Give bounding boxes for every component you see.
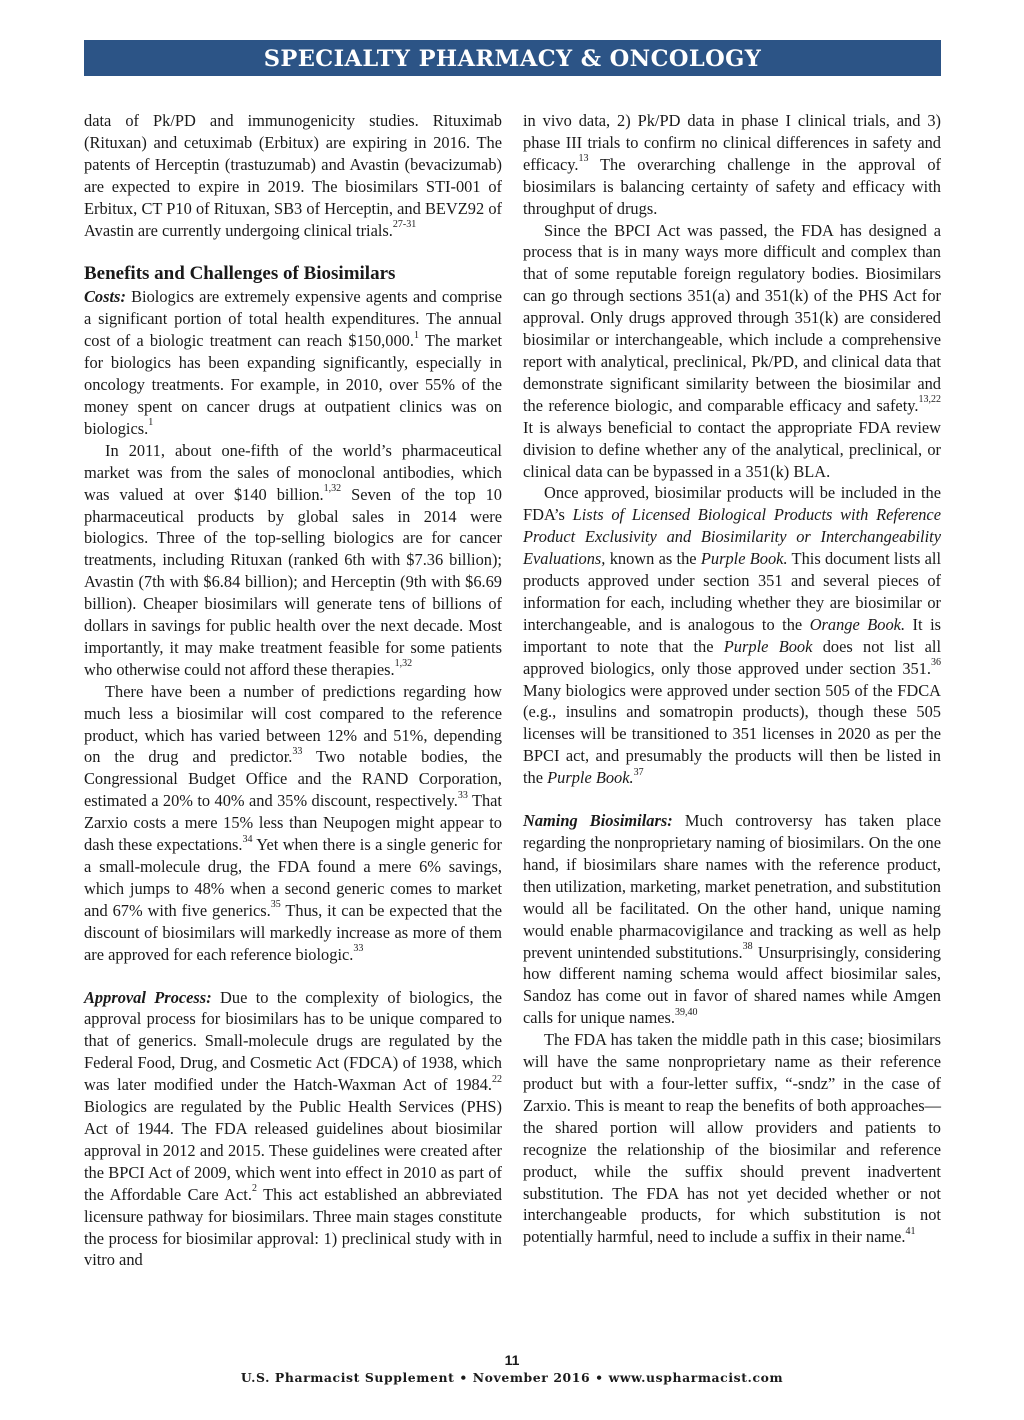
right-column <box>523 110 941 1248</box>
paragraph-costs: Costs: Biologics are extremely expensive agents and comprise a significant portion of total health expenditures. The annual cost of a biologic treatment can reach $150,000.$^1$ The market for biologics has been expanding significantly, especially in oncology treatments. For example, in 2010, over 55% of the money spent on cancer drugs at outpatient clinics was on biologics.$^1$ <box>84 287 502 438</box>
paragraph-approval: Approval Process: Due to the complexity of biologics, the approval process for biosimilars has to be unique compared to that of generics. Small-molecule drugs are regulated by the Federal Food, Drug, and Cosmetic Act (FDCA) of 1938, which was later modified under the Hatch-Waxman Act of 1984.22 Biologics are regulated by the Public Health Services (PHS) Act of 1944. The FDA released guidelines about biosimilar approval in 2012 and 2015. These guidelines were created after the BPCI Act of 2009, which went into effect in 2010 as part of the Affordable Care Act.$^2$ This act established an abbreviated licensure pathway for biosimilars. Three main stages constitute the process for biosimilar approval: 1) preclinical study with in vitro and <box>84 987 502 1270</box>
left-column <box>84 110 502 1271</box>
section-banner: SPECIALTY PHARMACY & ONCOLOGY <box>84 40 941 76</box>
paragraph: data of Pk/PD and immunogenicity studies. Rituximab (Rituxan) and cetuximab (Erbitux) are expiring in 2016. The patents of Herceptin (trastuzumab) and Avastin (bevacizumab) are expected to expire in 2019. The biosimilars STI-001 of Erbitux, CT P10 of Rituxan, SB3 of Herceptin, and BEVZ92 of Avastin are currently undergoing clinical trials.$^{27-31}$ <box>84 111 502 240</box>
paragraph: Once approved, biosimilar products will be included in the FDA’s Lists of Licensed Biological Products with Reference Product Exclusivity and Biosimilarity or Interchangeability Evaluations, known as the Purple Book. This document lists all products approved under section 351 and several pieces of information for each, including whether they are biosimilar or interchangeable, and is analogous to the Orange Book. It is important to note that the Purple Book does not list all approved biologics, only those approved under section 351.36 Many biologics were approved under section 505 of the FDCA (e.g., insulins and somatropin products), though these 505 licenses will be transitioned to 351 licenses in 2020 as per the BPCI act, and presumably the products will then be listed in the Purple Book.$^{37}$ <box>523 483 942 788</box>
paragraph: Since the BPCI Act was passed, the FDA has designed a process that is in many ways more difficult and complex than that of some reputable foreign regulatory bodies. Biosimilars can go through sections 351(a) and 351(k) of the PHS Act for approval. Only drugs approved through 351(k) are considered biosimilar or interchangeable, which include a comprehensive report with analytical, preclinical, Pk/PD, and clinical data that demonstrate significant similarity between the biosimilar and the reference biologic, and comparable efficacy and safety.$^{13,22}$ It is always beneficial to contact the appropriate FDA review division to define whether any of the analytical, preclinical, or clinical data can be bypassed in a 351(k) BLA. <box>523 220 941 481</box>
paragraph: in vivo data, 2) Pk/PD data in phase I clinical trials, and 3) phase III trials to confirm no clinical differences in safety and efficacy.$^{13}$ The overarching challenge in the approval of biosimilars is balancing certainty of safety and efficacy with throughput of drugs. <box>523 111 941 218</box>
paragraph: The FDA has taken the middle path in this case; biosimilars will have the same nonproprietary name as their reference product but with a four-letter suffix, “-sndz” in the case of Zarxio. This is meant to reap the benefits of both approaches—the shared portion will allow providers and patients to recognize the relationship of the biosimilar and reference product, while the suffix should prevent inadvertent substitution. The FDA has not yet decided whether or not interchangeable products, for which substitution is not potentially harmful, need to include a suffix in their name.$^{41}$ <box>523 1030 941 1247</box>
paragraph: In 2011, about one-fifth of the world’s pharmaceutical market was from the sales of monoclonal antibodies, which was valued at over $140 billion.$^{1,32}$ Seven of the top 10 pharmaceutical products by global sales in 2014 were biologics. Three of the top-selling biologics are for cancer treatments, including Rituxan (ranked 6th with $7.36 billion); Avastin (7th with $6.84 billion); and Herceptin (9th with $6.69 billion). Cheaper biosimilars will generate tens of billions of dollars in savings for public health over the next decade. Most importantly, it may make treatment feasible for some patients who otherwise could not afford these therapies.$^{1,32}$ <box>84 440 502 679</box>
section-heading: Benefits and Challenges of Biosimilars <box>84 263 396 285</box>
paragraph-naming: Naming Biosimilars: Much controversy has taken place regarding the nonproprietary naming of biosimilars. On the one hand, if biosimilars share names with the reference product, then utilization, marketing, market penetration, and substitution would all be facilitated. On the other hand, unique naming would enable pharmacovigilance and tracking as well as help prevent unintended substitutions.$^{38}$ Unsurprisingly, considering how different naming schema would affect biosimilar sales, Sandoz has come out in favor of shared names while Amgen calls for unique names.$^{39,40}$ <box>523 811 942 1028</box>
page-number: 11 <box>504 1352 520 1368</box>
paragraph: There have been a number of predictions regarding how much less a biosimilar will cost compared to the reference product, which has varied between 12% and 51%, depending on the drug and predictor.$^{33}$ Two notable bodies, the Congressional Budget Office and the RAND Corporation, estimated a 20% to 40% and 35% discount, respectively.$^{33}$ That Zarxio costs a mere 15% less than Neupogen might appear to dash these expectations.$^{34}$ Yet when there is a single generic for a small-molecule drug, the FDA found a mere 6% savings, which jumps to 48% when a second generic comes to market and 67% with five generics.$^{35}$ Thus, it can be expected that the discount of biosimilars will markedly increase as more of them are approved for each reference biologic.$^{33}$ <box>84 681 503 964</box>
footer: U.S. Pharmacist Supplement • November 2016 • www.uspharmacist.com <box>240 1370 784 1385</box>
